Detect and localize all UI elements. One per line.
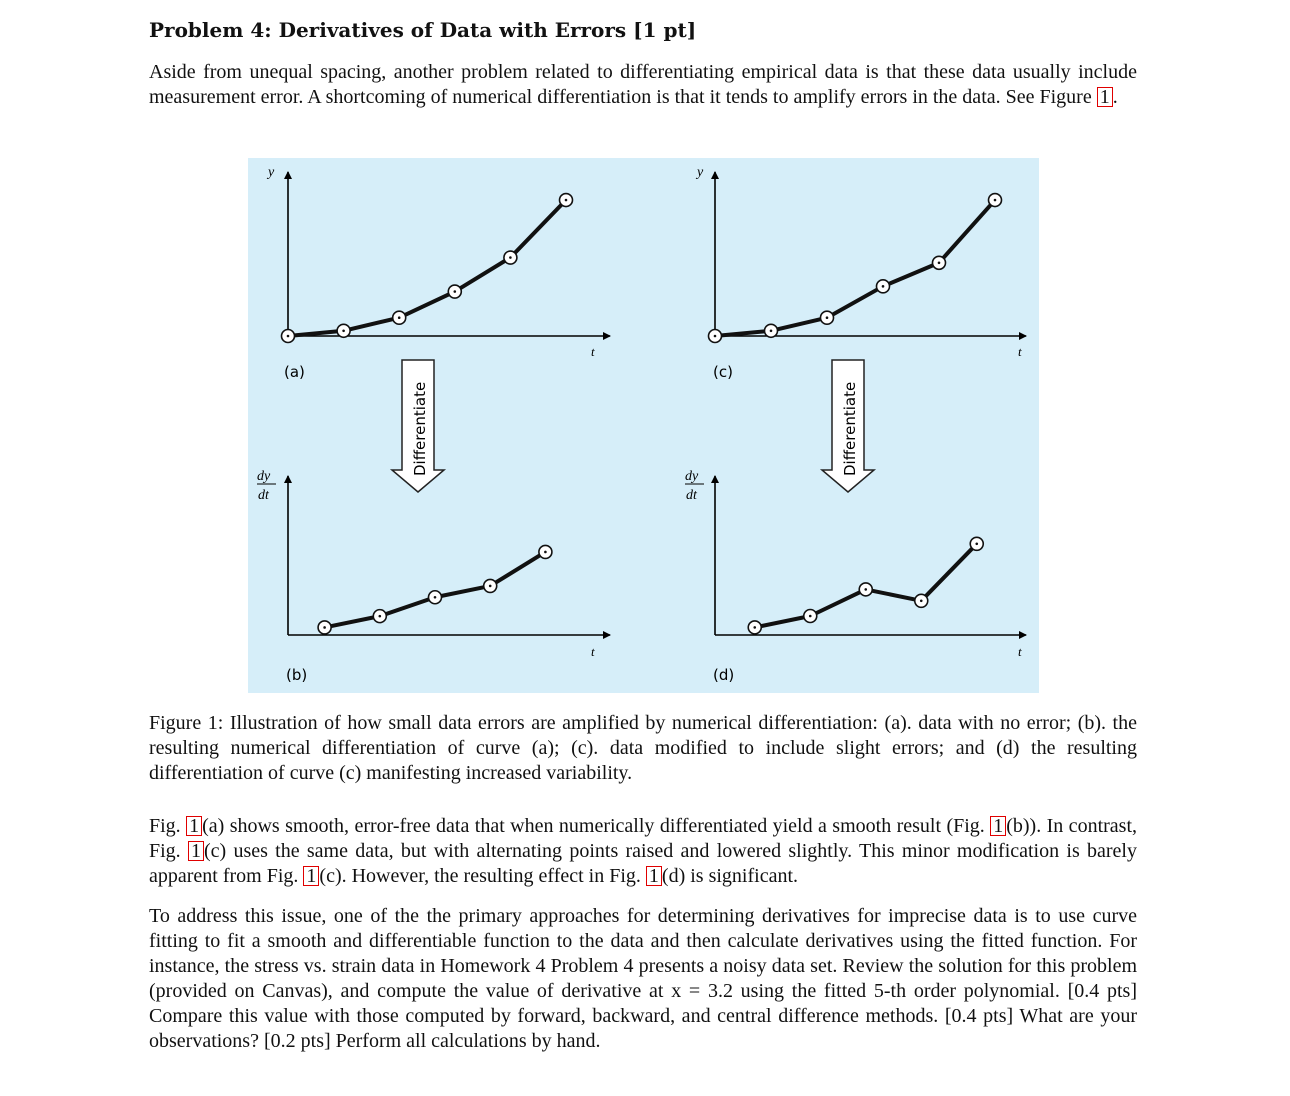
differentiate-arrow-left: [392, 360, 444, 492]
p2-text-5: (c). However, the resulting effect in Fig.: [319, 865, 646, 887]
data-point-a-2: [393, 311, 406, 324]
differentiate-label: Differentiate: [411, 381, 429, 476]
data-point-b-0: [318, 621, 331, 634]
plot-layer: [282, 194, 1002, 634]
data-point-a-4: [504, 251, 517, 264]
panel-label-d: (d): [713, 666, 735, 684]
paragraph-3: To address this issue, one of the the primary approaches for determining derivatives for imprecise data is to use curve fitting to fit a smooth and differentiable function to the data and then calculate derivatives using the fitted function. For instance, the stress vs. strain data in Homework 4 Problem 4 presents a noisy data set. Review the solution for this problem (provided on Canvas), and compute the value of derivative at x = 3.2 using the fitted 5-th order polynomial. [0.4 pts] Compare this value with those computed by forward, backward, and central difference methods. [0.4 pts] What are your observations? [0.2 pts] Perform all calculations by hand.: [149, 905, 1137, 1052]
data-point-b-2: [429, 591, 442, 604]
figure-ref-link[interactable]: 1: [303, 866, 319, 886]
figure-ref-link[interactable]: 1: [990, 816, 1006, 836]
differentiate-label: Differentiate: [841, 381, 859, 476]
data-point-b-1: [373, 610, 386, 623]
differentiate-arrow-right: [822, 360, 874, 492]
data-point-c-4: [933, 256, 946, 269]
axis-label-t-a: t: [591, 344, 595, 359]
series-line-c: [715, 200, 995, 336]
figure-caption: Figure 1: Illustration of how small data errors are amplified by numerical differentiation: (a). data with no error; (b). the resulting numerical differentiation of curve (a); (c). data modified to include slight errors; and (d) the resulting differentiation of curve (c) manifesting increased variability.: [149, 712, 1137, 784]
p2-text-3: (b)). In contrast, Fig.: [149, 815, 1137, 862]
data-point-c-0: [709, 330, 722, 343]
intro-text: Aside from unequal spacing, another problem related to differentiating empirical data is that these data usually include measurement error. A shortcoming of numerical differentiation is that it tends to amplify errors in the data. See Figure: [149, 61, 1137, 108]
data-point-d-0: [748, 621, 761, 634]
figure-ref-link[interactable]: 1: [188, 841, 204, 861]
axis-label-y-c: y: [697, 165, 704, 180]
data-point-c-3: [877, 280, 890, 293]
paragraph-2: [149, 814, 1137, 889]
data-point-d-1: [804, 610, 817, 623]
axis-label-dt-d: dt: [686, 488, 697, 503]
data-point-c-2: [821, 311, 834, 324]
p2-text-2: (a) shows smooth, error-free data that when numerically differentiated yield a smooth result (Fig.: [202, 815, 991, 837]
axis-label-t-b: t: [591, 644, 595, 659]
axis-label-dt-b: dt: [258, 488, 269, 503]
panel-label-b: (b): [286, 666, 308, 684]
figure-ref-link[interactable]: 1: [646, 866, 662, 886]
axis-label-dy-b: dy: [257, 469, 271, 484]
p2-text-6: (d) is significant.: [661, 865, 799, 887]
data-point-b-3: [484, 579, 497, 592]
data-point-a-1: [337, 324, 350, 337]
data-point-b-4: [539, 545, 552, 558]
series-line-b: [325, 552, 546, 628]
data-point-d-2: [859, 583, 872, 596]
figure-1: [248, 158, 1039, 693]
data-point-a-0: [282, 330, 295, 343]
axis-label-dy-d: dy: [685, 469, 699, 484]
panel-label-a: (a): [284, 363, 305, 381]
p2-text-1: Fig.: [149, 815, 187, 837]
data-point-a-5: [560, 194, 573, 207]
intro-paragraph: [149, 60, 1137, 110]
data-point-d-3: [915, 594, 928, 607]
series-line-a: [288, 200, 566, 336]
figure-ref-link[interactable]: 1: [1097, 87, 1113, 107]
figure-svg: [248, 158, 1039, 693]
data-point-c-5: [989, 194, 1002, 207]
intro-end: .: [1112, 86, 1118, 108]
panel-label-c: (c): [713, 363, 733, 381]
axis-label-t-d: t: [1018, 644, 1022, 659]
axis-label-y-a: y: [268, 165, 275, 180]
data-point-a-3: [448, 285, 461, 298]
data-point-d-4: [970, 537, 983, 550]
problem-title: Problem 4: Derivatives of Data with Errors [1 pt]: [149, 18, 697, 42]
data-point-c-1: [765, 324, 778, 337]
p2-text-4: (c) uses the same data, but with alternating points raised and lowered slightly. This minor modification is barely apparent from Fig.: [149, 840, 1137, 887]
axis-label-t-c: t: [1018, 344, 1022, 359]
figure-ref-link[interactable]: 1: [186, 816, 202, 836]
